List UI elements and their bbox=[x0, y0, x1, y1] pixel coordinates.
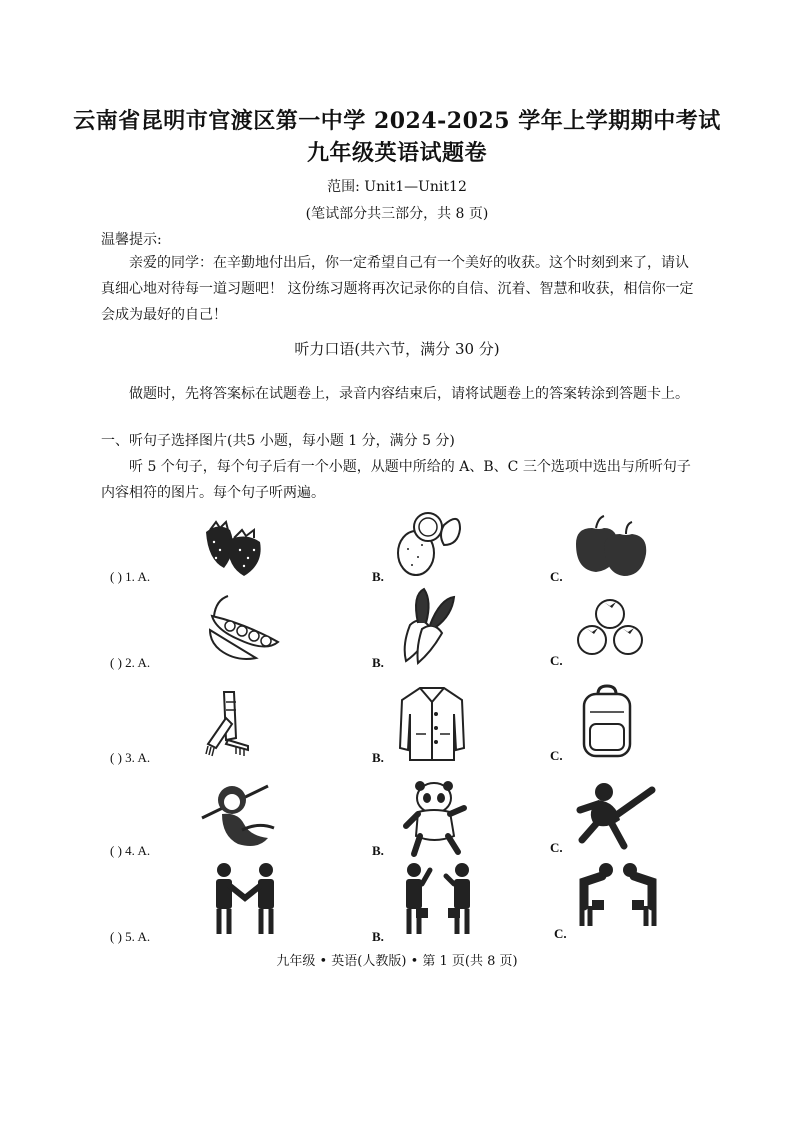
question-2-option-c[interactable]: C. bbox=[550, 653, 563, 668]
exam-title-line1: 云南省昆明市官渡区第一中学 2024-2025 学年上学期期中考试 bbox=[73, 108, 721, 134]
exam-scope: 范围: Unit1—Unit12 bbox=[327, 179, 467, 195]
question-5-option-b[interactable]: B. bbox=[372, 929, 384, 944]
question-4-option-c[interactable]: C. bbox=[550, 840, 563, 855]
listening-heading: 听力口语(共六节，满分 30 分) bbox=[294, 340, 500, 358]
question-3-option-c[interactable]: C. bbox=[550, 748, 563, 763]
tips-label: 温馨提示: bbox=[101, 232, 162, 248]
question-2-option-b[interactable]: B. bbox=[372, 655, 384, 670]
listening-instruction: 做题时，先将答案标在试题卷上，录音内容结束后，请将试题卷上的答案转涂到答题卡上。 bbox=[129, 386, 689, 402]
question-5-label[interactable]: ( ) 5. A. bbox=[110, 929, 151, 944]
peas-icon[interactable] bbox=[206, 596, 284, 662]
kungfu-panda-icon[interactable] bbox=[404, 778, 468, 856]
tips-text: 亲爱的同学：在辛勤地付出后，你一定希望自己有一个美好的收获。这个时刻到来了，请认真细心地对待每一道习题吧！ 这份练习题将再次记录你的自信、沉着、智慧和收获，相信你一定会成为最好的自己！ bbox=[101, 255, 694, 323]
question-5-option-c[interactable]: C. bbox=[554, 926, 567, 941]
section1-title: 一、听句子选择图片(共5 小题，每小题 1 分，满分 5 分) bbox=[101, 433, 455, 449]
section1-description: 听 5 个句子，每个句子后有一个小题，从题中所给的 A、B、C 三个选项中选出与所听句子内容相符的图片。每个句子听两遍。 bbox=[101, 459, 691, 501]
question-4-option-b[interactable]: B. bbox=[372, 843, 384, 858]
lemon-icon[interactable] bbox=[394, 505, 464, 579]
waving-icon[interactable] bbox=[398, 862, 478, 936]
question-1-label[interactable]: ( ) 1. A. bbox=[110, 569, 151, 584]
carrot-icon[interactable] bbox=[396, 585, 462, 665]
scarf-icon[interactable] bbox=[200, 688, 256, 760]
page-footer: 九年级 • 英语(人教版) • 第 1 页(共 8 页) bbox=[276, 954, 518, 969]
exam-page-note: (笔试部分共三部分，共 8 页) bbox=[305, 206, 489, 222]
question-1-option-b[interactable]: B. bbox=[372, 569, 384, 584]
bowing-icon[interactable] bbox=[578, 862, 658, 928]
question-1-option-c[interactable]: C. bbox=[550, 569, 563, 584]
coat-icon[interactable] bbox=[398, 684, 466, 764]
strawberry-icon[interactable] bbox=[198, 510, 280, 580]
ninja-icon[interactable] bbox=[576, 780, 656, 848]
tomato-icon[interactable] bbox=[574, 596, 646, 660]
question-3-option-b[interactable]: B. bbox=[372, 750, 384, 765]
monkey-king-icon[interactable] bbox=[198, 778, 284, 854]
backpack-icon[interactable] bbox=[578, 684, 636, 760]
exam-title-line2: 九年级英语试题卷 bbox=[306, 140, 487, 166]
question-3-label[interactable]: ( ) 3. A. bbox=[110, 750, 151, 765]
question-2-label[interactable]: ( ) 2. A. bbox=[110, 655, 151, 670]
handshake-icon[interactable] bbox=[210, 862, 280, 936]
question-4-label[interactable]: ( ) 4. A. bbox=[110, 843, 151, 858]
apple-icon[interactable] bbox=[570, 514, 650, 578]
